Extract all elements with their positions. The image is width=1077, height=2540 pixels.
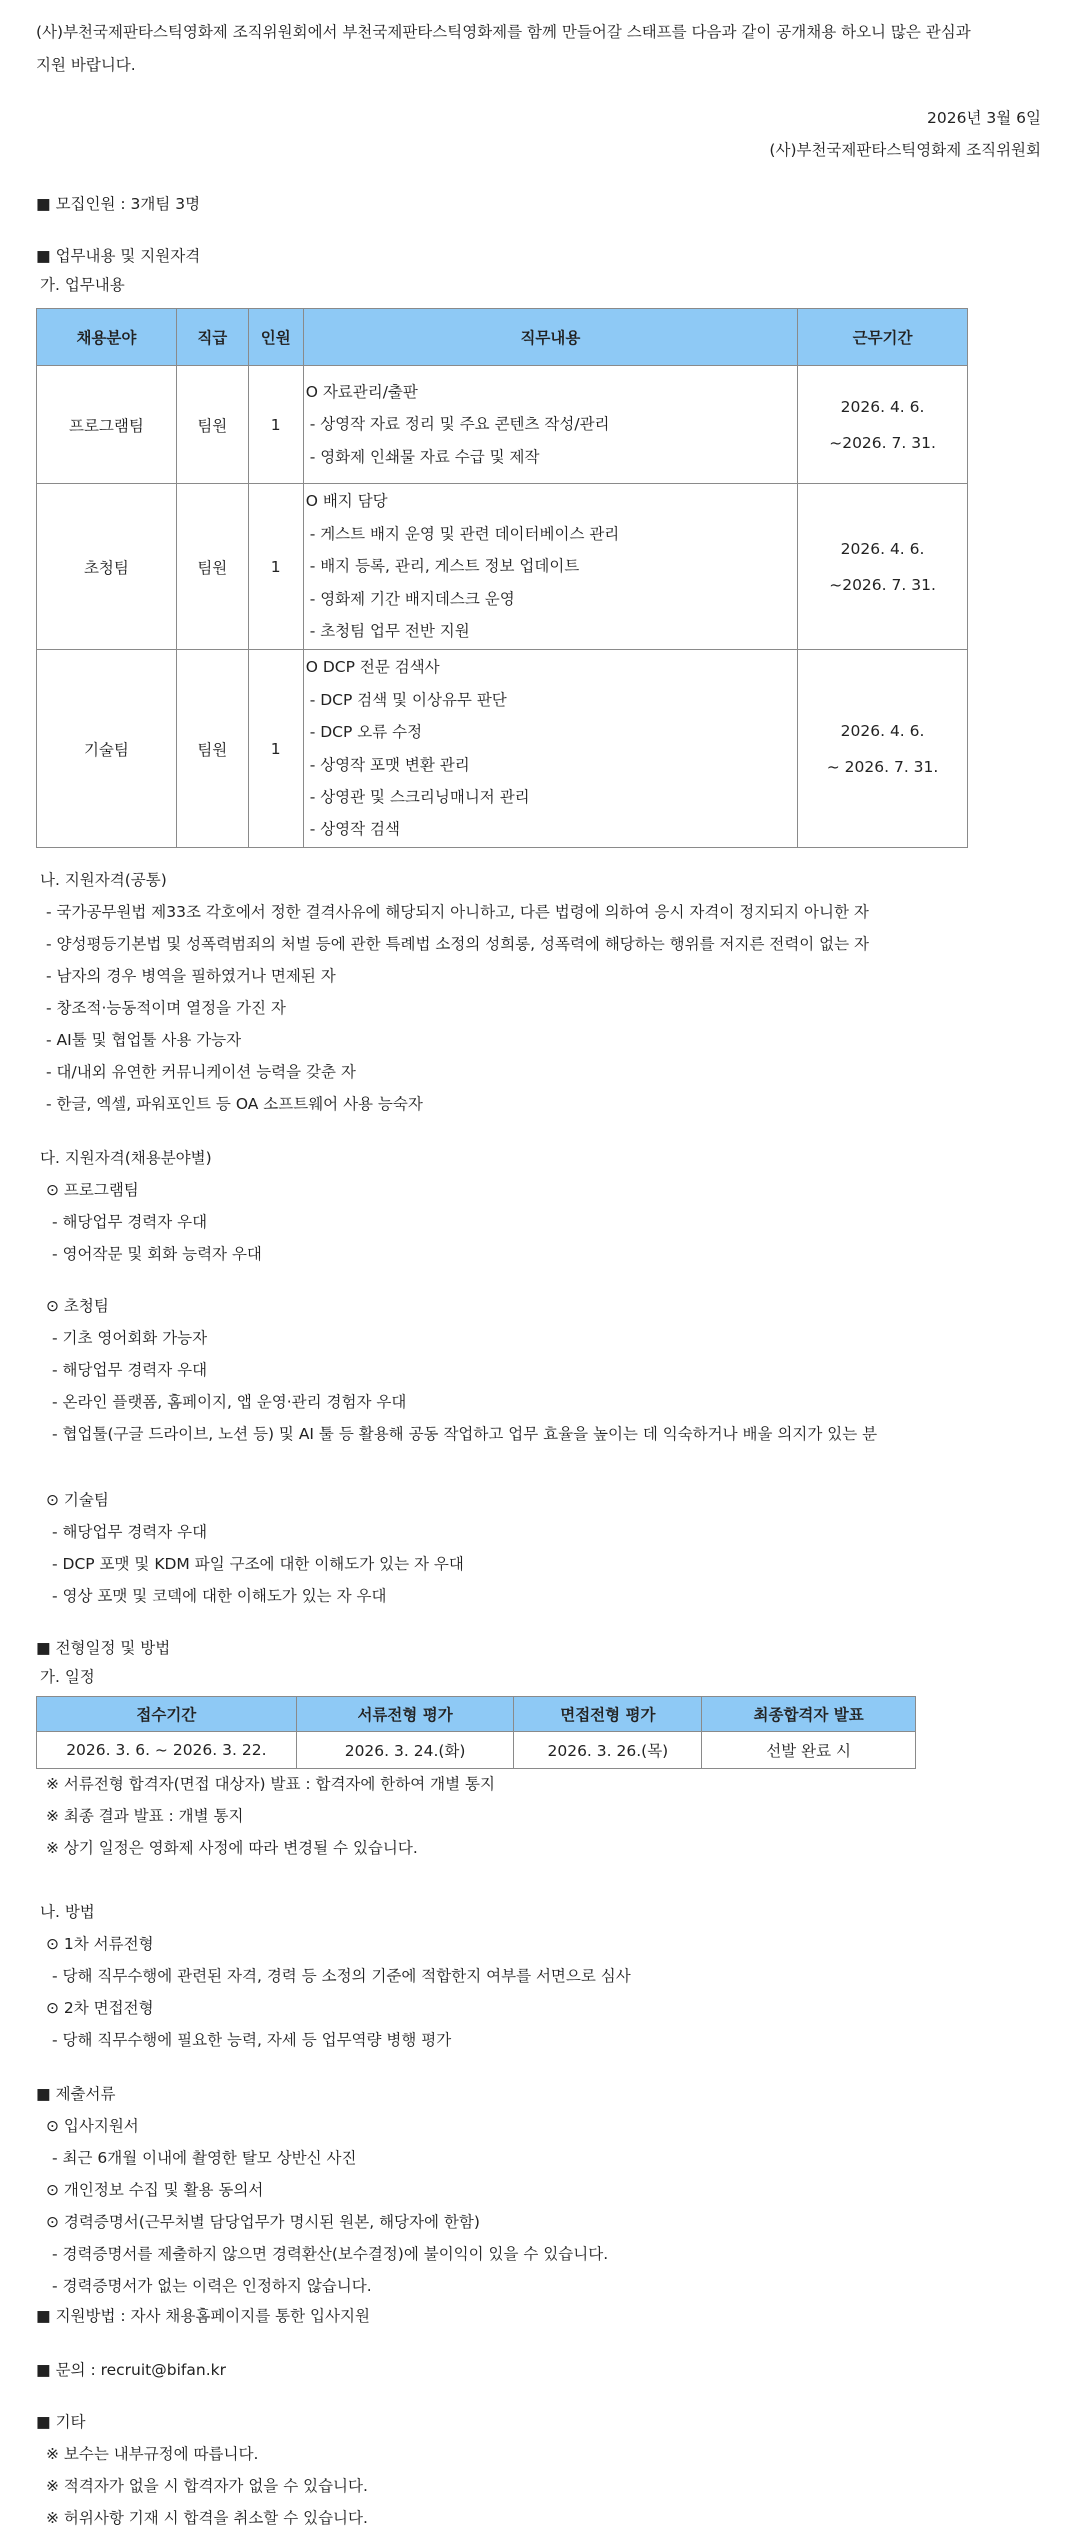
- duties-table: [36, 308, 968, 848]
- duty-line: - 상영작 포맷 변환 관리: [309, 755, 470, 774]
- duty-line: - 상영관 및 스크리닝매니저 관리: [309, 787, 530, 806]
- header-rank: 직급: [176, 309, 248, 366]
- note-item: ※ 허위사항 기재 시 합격을 취소할 수 있습니다.: [46, 2509, 368, 2527]
- field-qual-invitation: [36, 1290, 1041, 1450]
- duties-title: ■ 업무내용 및 지원자격: [36, 247, 201, 265]
- list-item: - 해당업무 경력자 우대: [52, 1213, 208, 1231]
- method-title: 나. 방법: [40, 1903, 95, 1921]
- schedule-header: [37, 1697, 916, 1732]
- period-start: 2026. 4. 6.: [840, 539, 925, 558]
- apply-method: ■ 지원방법 : 자사 채용홈페이지를 통한 입사지원: [36, 2307, 370, 2325]
- schedule-table: [36, 1696, 916, 1769]
- cell-duties: [303, 366, 797, 484]
- cell-period: [798, 366, 968, 484]
- period-start: 2026. 4. 6.: [840, 397, 925, 416]
- cell-count: 1: [248, 366, 303, 484]
- header-interview: 면접전형 평가: [514, 1697, 702, 1732]
- note-item: ※ 보수는 내부규정에 따릅니다.: [46, 2445, 259, 2463]
- cell-duties: [303, 650, 797, 848]
- doc-item-desc: - 경력증명서를 제출하지 않으면 경력환산(보수결정)에 불이익이 있을 수 있습니다.: [52, 2245, 609, 2263]
- period-end: ~2026. 7. 31.: [829, 575, 936, 594]
- document-review-date: 2026. 3. 24.(화): [296, 1732, 514, 1769]
- list-item: - 협업툴(구글 드라이브, 노션 등) 및 AI 툴 등 활용해 공동 작업하고 업무 효율을 높이는 데 익숙하거나 배울 의지가 있는 분: [52, 1425, 878, 1443]
- recruit-count: ■ 모집인원 : 3개팀 3명: [36, 195, 201, 213]
- list-item: - 영어작문 및 회화 능력자 우대: [52, 1245, 262, 1263]
- duty-line: O 배지 담당: [305, 492, 388, 511]
- header-final-announcement: 최종합격자 발표: [702, 1697, 916, 1732]
- list-item: - 영상 포맷 및 코덱에 대한 이해도가 있는 자 우대: [52, 1587, 387, 1605]
- duty-line: - 영화제 인쇄물 자료 수급 및 제작: [309, 447, 540, 466]
- schedule-subtitle: 가. 일정: [40, 1668, 95, 1686]
- note-item: ※ 상기 일정은 영화제 사정에 따라 변경될 수 있습니다.: [46, 1839, 418, 1857]
- cell-rank: 팀원: [176, 484, 248, 650]
- header-duties: 직무내용: [303, 309, 797, 366]
- duties-section: [36, 240, 1041, 298]
- common-qual-title: 나. 지원자격(공통): [40, 871, 167, 889]
- intro: [36, 16, 1041, 166]
- list-item: - DCP 포맷 및 KDM 파일 구조에 대한 이해도가 있는 자 우대: [52, 1555, 464, 1573]
- field-qual-technical: [36, 1484, 1041, 1612]
- duty-line: - 상영작 검색: [309, 820, 400, 839]
- duties-table-header: [37, 309, 968, 366]
- field-qual-title: 다. 지원자격(채용분야별): [40, 1149, 212, 1167]
- posting-date: 2026년 3월 6일: [927, 109, 1041, 127]
- duties-subtitle: 가. 업무내용: [40, 276, 125, 294]
- list-item: - 해당업무 경력자 우대: [52, 1523, 208, 1541]
- list-item: - 온라인 플랫폼, 홈페이지, 앱 운영·관리 경험자 우대: [52, 1393, 407, 1411]
- application-period: 2026. 3. 6. ~ 2026. 3. 22.: [37, 1732, 297, 1769]
- schedule-title: ■ 전형일정 및 방법: [36, 1639, 171, 1657]
- list-item: - 해당업무 경력자 우대: [52, 1361, 208, 1379]
- intro-line-2: 지원 바랍니다.: [36, 56, 136, 74]
- common-qualifications: [36, 864, 1041, 1120]
- duty-line: - 게스트 배지 운영 및 관련 데이터베이스 관리: [309, 524, 620, 543]
- duty-line: - 상영작 자료 정리 및 주요 콘텐츠 작성/관리: [309, 415, 610, 434]
- stage-1: ⊙ 1차 서류전형: [46, 1935, 154, 1953]
- documents-title: ■ 제출서류: [36, 2085, 116, 2103]
- duty-line: - DCP 검색 및 이상유무 판단: [309, 690, 507, 709]
- intro-line-1: (사)부천국제판타스틱영화제 조직위원회에서 부천국제판타스틱영화제를 함께 만들어갈 스태프를 다음과 같이 공개채용 하오니 많은 관심과: [36, 23, 971, 41]
- list-item: - 한글, 엑셀, 파워포인트 등 OA 소프트웨어 사용 능숙자: [46, 1095, 423, 1113]
- cell-count: 1: [248, 484, 303, 650]
- cell-period: [798, 650, 968, 848]
- note-item: ※ 적격자가 없을 시 합격자가 없을 수 있습니다.: [46, 2477, 368, 2495]
- date-block: [36, 102, 1041, 166]
- contact-email[interactable]: ■ 문의 : recruit@bifan.kr: [36, 2361, 226, 2379]
- doc-item: ⊙ 개인정보 수집 및 활용 동의서: [46, 2181, 264, 2199]
- schedule-notes: [36, 1768, 1041, 1864]
- list-item: - 양성평등기본법 및 성폭력범죄의 처벌 등에 관한 특례법 소정의 성희롱, 성폭력에 해당하는 행위를 저지른 전력이 없는 자: [46, 935, 870, 953]
- organization-name: (사)부천국제판타스틱영화제 조직위원회: [769, 141, 1041, 159]
- stage-2-desc: - 당해 직무수행에 필요한 능력, 자세 등 업무역량 병행 평가: [52, 2031, 452, 2049]
- cell-period: [798, 484, 968, 650]
- doc-item-desc: - 경력증명서가 없는 이력은 인정하지 않습니다.: [52, 2277, 372, 2295]
- header-document-review: 서류전형 평가: [296, 1697, 514, 1732]
- group-title-invitation: ⊙ 초청팀: [46, 1297, 109, 1315]
- period-end: ~2026. 7. 31.: [829, 433, 936, 452]
- field-qualifications: [36, 1142, 1041, 1270]
- cell-rank: 팀원: [176, 650, 248, 848]
- schedule-row: [37, 1732, 916, 1769]
- duty-line: - 초청팀 업무 전반 지원: [309, 622, 470, 641]
- duty-line: - 영화제 기간 배지데스크 운영: [309, 589, 515, 608]
- cell-field: 초청팀: [37, 484, 177, 650]
- cell-duties: [303, 484, 797, 650]
- note-item: ※ 최종 결과 발표 : 개별 통지: [46, 1807, 244, 1825]
- cell-count: 1: [248, 650, 303, 848]
- doc-item: ⊙ 경력증명서(근무처별 담당업무가 명시된 원본, 해당자에 한함): [46, 2213, 480, 2231]
- table-row-technical-team: [37, 650, 968, 848]
- list-item: - 기초 영어회화 가능자: [52, 1329, 208, 1347]
- list-item: - 남자의 경우 병역을 필하였거나 면제된 자: [46, 967, 336, 985]
- cell-rank: 팀원: [176, 366, 248, 484]
- etc-section: [36, 2406, 1041, 2534]
- header-field: 채용분야: [37, 309, 177, 366]
- doc-item-desc: - 최근 6개월 이내에 촬영한 탈모 상반신 사진: [52, 2149, 357, 2167]
- final-announcement: 선발 완료 시: [702, 1732, 916, 1769]
- table-row-invitation-team: [37, 484, 968, 650]
- cell-field: 프로그램팀: [37, 366, 177, 484]
- stage-1-desc: - 당해 직무수행에 관련된 자격, 경력 등 소정의 기준에 적합한지 여부를 서면으로 심사: [52, 1967, 631, 1985]
- apply-section: [36, 2300, 1041, 2332]
- list-item: - AI툴 및 협업툴 사용 가능자: [46, 1031, 242, 1049]
- documents-section: [36, 2078, 1041, 2302]
- note-item: ※ 서류전형 합격자(면접 대상자) 발표 : 합격자에 한하여 개별 통지: [46, 1775, 495, 1793]
- recruit-count-section: [36, 188, 1041, 220]
- list-item: - 창조적·능동적이며 열정을 가진 자: [46, 999, 286, 1017]
- period-start: 2026. 4. 6.: [840, 721, 925, 740]
- schedule-section: [36, 1632, 1041, 1690]
- etc-title: ■ 기타: [36, 2413, 86, 2431]
- table-row-program-team: [37, 366, 968, 484]
- duty-line: - DCP 오류 수정: [309, 723, 423, 742]
- duty-line: - 배지 등록, 관리, 게스트 정보 업데이트: [309, 557, 580, 576]
- group-title-technical: ⊙ 기술팀: [46, 1491, 109, 1509]
- duty-line: O DCP 전문 검색사: [305, 658, 440, 677]
- list-item: - 대/내외 유연한 커뮤니케이션 능력을 갖춘 자: [46, 1063, 356, 1081]
- header-application-period: 접수기간: [37, 1697, 297, 1732]
- method-section: [36, 1896, 1041, 2056]
- header-count: 인원: [248, 309, 303, 366]
- period-end: ~ 2026. 7. 31.: [826, 757, 939, 776]
- contact-section: [36, 2354, 1041, 2386]
- group-title-program: ⊙ 프로그램팀: [46, 1181, 139, 1199]
- list-item: - 국가공무원법 제33조 각호에서 정한 결격사유에 해당되지 아니하고, 다른 법령에 의하여 응시 자격이 정지되지 아니한 자: [46, 903, 869, 921]
- interview-date: 2026. 3. 26.(목): [514, 1732, 702, 1769]
- header-period: 근무기간: [798, 309, 968, 366]
- doc-item: ⊙ 입사지원서: [46, 2117, 139, 2135]
- stage-2: ⊙ 2차 면접전형: [46, 1999, 154, 2017]
- cell-field: 기술팀: [37, 650, 177, 848]
- duty-line: O 자료관리/출판: [305, 382, 418, 401]
